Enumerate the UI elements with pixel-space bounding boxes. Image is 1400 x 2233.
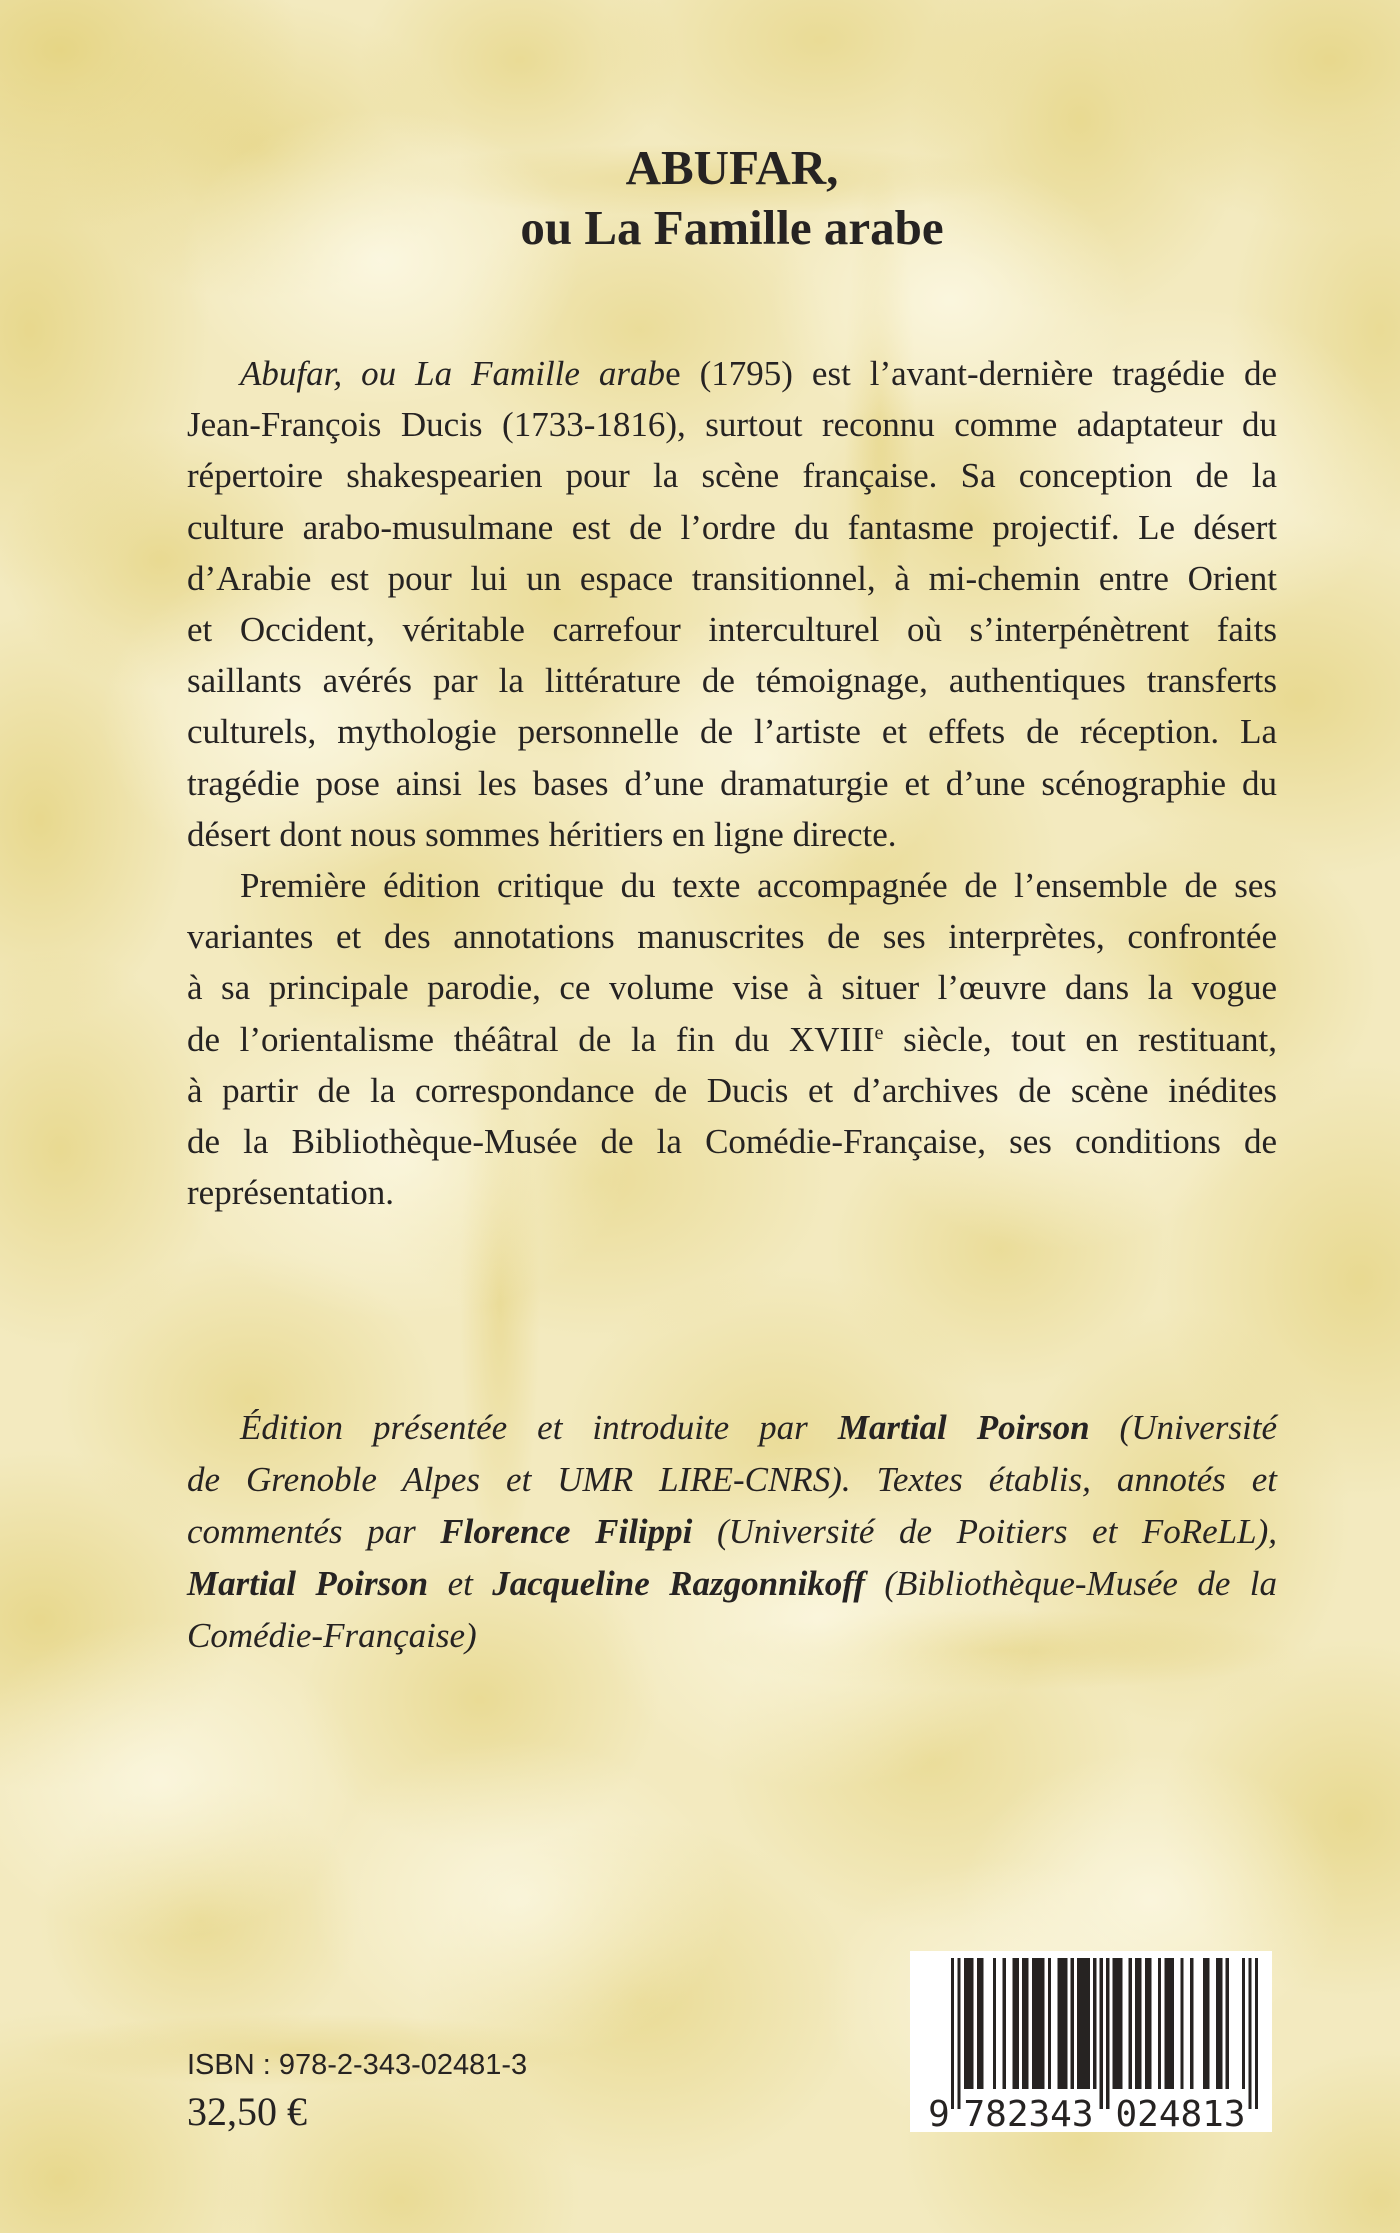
barcode-bar bbox=[1071, 1958, 1074, 2089]
isbn-number: ISBN : 978-2-343-02481-3 bbox=[187, 2049, 528, 2081]
blurb-line: de la Bibliothèque-Musée de la Comédie-Française, ses conditions de bbox=[187, 1122, 1277, 1162]
barcode-bar bbox=[1190, 1958, 1193, 2089]
barcode-bar bbox=[1113, 1958, 1123, 2089]
blurb-line: à sa principale parodie, ce volume vise à situer l’œuvre dans la vogue bbox=[187, 968, 1277, 1008]
barcode-bar bbox=[1164, 1958, 1174, 2089]
work-title: Abufar, ou La Famille arab bbox=[240, 354, 666, 393]
blurb-line: Première édition critique du texte accompagnée de l’ensemble de ses bbox=[240, 866, 1277, 906]
barcode-bar bbox=[1129, 1958, 1132, 2089]
barcode-lead-digit: 9 bbox=[928, 2094, 950, 2132]
blurb-line: culture arabo-musulmane est de l’ordre du fantasme projectif. Le désert bbox=[187, 507, 1277, 547]
blurb-paragraph-1 bbox=[187, 348, 1277, 860]
barcode-guard-bar bbox=[1255, 1958, 1258, 2109]
blurb-text: e (1795) est l’avant-dernière tragédie de bbox=[665, 354, 1278, 393]
blurb-line: saillants avérés par la littérature de témoignage, authentiques transferts bbox=[187, 661, 1277, 701]
blurb-paragraph-2 bbox=[187, 860, 1277, 1218]
barcode-guard-bar bbox=[957, 1958, 960, 2109]
blurb bbox=[187, 348, 1277, 1218]
credits-text: (Bibliothèque-Musée de la bbox=[864, 1564, 1277, 1603]
blurb-text: de l’orientalisme théâtral de la fin du XVIII bbox=[187, 1019, 875, 1059]
barcode-bar bbox=[1242, 1958, 1245, 2089]
barcode-bar bbox=[977, 1958, 983, 2089]
barcode-bar bbox=[1077, 1958, 1090, 2089]
barcode-left-digits: 782343 bbox=[963, 2094, 1094, 2132]
barcode-bar bbox=[993, 1958, 996, 2089]
blurb-text: siècle, tout en restituant, bbox=[883, 1019, 1277, 1059]
blurb-line bbox=[187, 1014, 1277, 1065]
barcode-guard-bar bbox=[1248, 1958, 1251, 2109]
barcode-bar bbox=[1158, 1958, 1161, 2089]
blurb-line: répertoire shakespearien pour la scène française. Sa conception de la bbox=[187, 456, 1277, 496]
barcode-bar bbox=[1048, 1958, 1051, 2089]
barcode-bar bbox=[964, 1958, 974, 2089]
barcode-bar bbox=[1203, 1958, 1209, 2089]
barcode-bar bbox=[1003, 1958, 1006, 2089]
credits-text: Édition présentée et introduite par bbox=[240, 1408, 838, 1447]
blurb-line: tragédie pose ainsi les bases d’une dramaturgie et d’une scénographie du bbox=[187, 763, 1277, 803]
blurb-line: variantes et des annotations manuscrites de ses interprètes, confrontée bbox=[187, 917, 1277, 957]
barcode-bars bbox=[951, 1958, 1258, 2109]
blurb-line: Jean-François Ducis (1733-1816), surtout reconnu comme adaptateur du bbox=[187, 405, 1277, 445]
credits-line bbox=[187, 1558, 1277, 1610]
credits-line bbox=[187, 1402, 1277, 1454]
title-block bbox=[187, 138, 1277, 258]
blurb-line: culturels, mythologie personnelle de l’artiste et effets de réception. La bbox=[187, 712, 1277, 752]
blurb-line: et Occident, véritable carrefour interculturel où s’interpénètrent faits bbox=[187, 610, 1277, 650]
credits-text: (Université bbox=[1089, 1408, 1277, 1447]
contributor-name: Florence Filippi bbox=[440, 1512, 693, 1551]
century-superscript: e bbox=[874, 1021, 884, 1044]
contributor-name: Jacqueline Razgonnikoff bbox=[492, 1564, 865, 1603]
editorial-credits bbox=[187, 1402, 1277, 1662]
book-subtitle: ou La Famille arabe bbox=[520, 200, 944, 255]
credits-text: commentés par bbox=[187, 1512, 441, 1551]
credits-line bbox=[187, 1506, 1277, 1558]
editor-name: Martial Poirson bbox=[837, 1408, 1090, 1447]
barcode-guard-bar bbox=[1100, 1958, 1103, 2109]
blurb-line: représentation. bbox=[187, 1173, 394, 1213]
barcode-bar bbox=[1145, 1958, 1151, 2089]
blurb-line: désert dont nous sommes héritiers en ligne directe. bbox=[187, 814, 897, 854]
credits-text: et bbox=[428, 1564, 493, 1603]
blurb-line bbox=[187, 348, 1277, 399]
barcode-label bbox=[910, 1951, 1272, 2132]
barcode-bar bbox=[1012, 1958, 1018, 2089]
barcode-bar bbox=[1058, 1958, 1068, 2089]
credits-line: de Grenoble Alpes et UMR LIRE-CNRS). Textes établis, annotés et bbox=[187, 1460, 1277, 1499]
barcode-bar bbox=[1093, 1958, 1096, 2089]
barcode-guard-bar bbox=[951, 1958, 954, 2109]
barcode-guard-bar bbox=[1106, 1958, 1109, 2109]
barcode-graphic bbox=[910, 1951, 1272, 2132]
credits-line: Comédie-Française) bbox=[187, 1616, 477, 1655]
barcode-bar bbox=[1022, 1958, 1028, 2089]
blurb-line: à partir de la correspondance de Ducis et d’archives de scène inédites bbox=[187, 1070, 1277, 1110]
price: 32,50 € bbox=[187, 2089, 307, 2134]
barcode-bar bbox=[1216, 1958, 1222, 2089]
barcode-bar bbox=[1135, 1958, 1141, 2089]
credits-text: (Université de Poitiers et FoReLL), bbox=[692, 1512, 1278, 1551]
barcode-bar bbox=[1180, 1958, 1183, 2089]
book-title: ABUFAR, bbox=[625, 140, 839, 195]
contributor-name: Martial Poirson bbox=[187, 1564, 429, 1603]
blurb-line: d’Arabie est pour lui un espace transitionnel, à mi-chemin entre Orient bbox=[187, 558, 1277, 598]
barcode-bar bbox=[1226, 1958, 1229, 2089]
barcode-right-digits: 024813 bbox=[1115, 2094, 1246, 2132]
barcode-bar bbox=[1032, 1958, 1045, 2089]
